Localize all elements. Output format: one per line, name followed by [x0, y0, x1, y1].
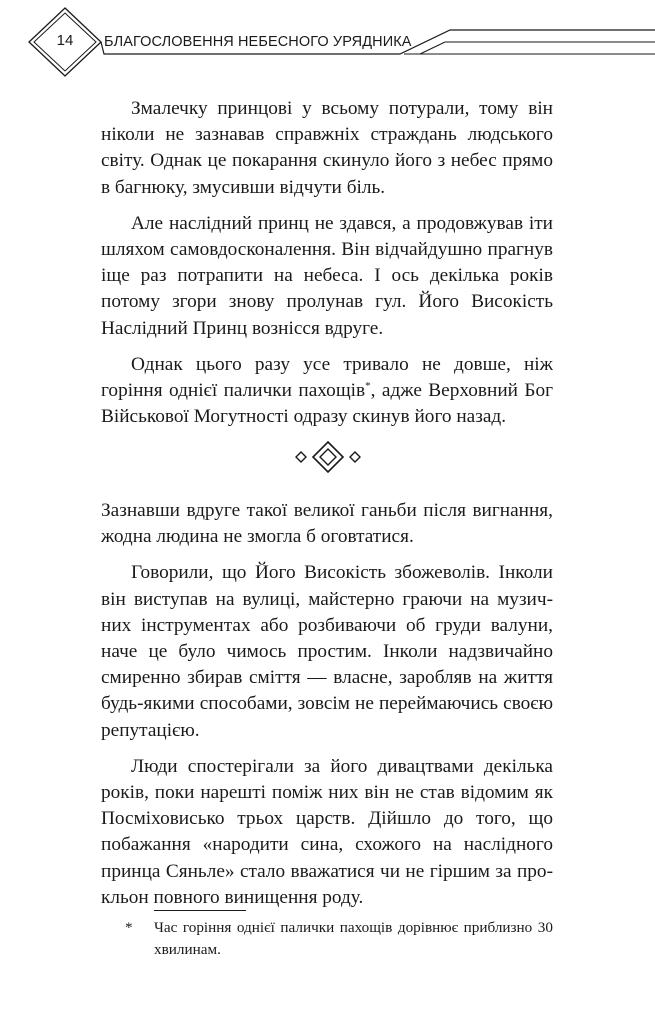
paragraph: Говорили, що Його Високість збожеволів. Інколи він виступав на вулиці, майстерно граючи на музичних інструментах або розбиваючи об груди валуни, наче це було чимось простим. Інколи надзвичайно смиренно збирав сміття — власне, заробляв на життя будь-якими способами, зовсім не переймаючись своєю репутацією. [101, 562, 553, 741]
diamond-ornament-icon [288, 440, 368, 474]
paragraph: Люди спостерігали за його дивацтвами декілька років, поки нарешті поміж них він не став відомим як Посміховисько трьох царств. Дійшло до того, що побажання «народити сина, схожого на наслідного принца Сяньле» стало вважатися чи не гіршим за прокльон повного винищення роду. [101, 755, 553, 908]
body-text-bottom [101, 498, 553, 911]
paragraph: Зазнавши вдруге такої великої ганьби після вигнання, жодна людина не змогла б оговтатися. [101, 500, 553, 548]
footnote-text: Час горіння однієї палички пахощів дорівнює приблизно 30 хвилинам. [154, 919, 553, 958]
paragraph-with-footnote [101, 352, 553, 431]
body-text-top [101, 96, 553, 430]
paragraph-part: Однак цього разу усе тривало не довше, ніж горіння однієї палички пахощів [101, 353, 553, 402]
running-header [0, 0, 655, 90]
paragraph: Але наслідний принц не здався, а продовжував іти шляхом самовдосконалення. Він відчайдушно прагнув іще раз потрапити на небеса. І ось декілька років потому згори знову пролунав гул. Його Високість Наслідний Принц вознісся вдруге. [101, 212, 553, 339]
footnote-reference[interactable]: * [365, 380, 371, 393]
paragraph-part: , адже Верховний Бог Військової Могутності одразу скинув його назад. [101, 380, 553, 428]
running-title: БЛАГОСЛОВЕННЯ НЕБЕСНОГО УРЯДНИКА [104, 34, 412, 50]
footnote [101, 917, 553, 961]
paragraph: Змалечку принцові у всьому потурали, тому він ніколи не зазнавав справжніх страждань людського світу. Однак це покарання скинуло його з небес прямо в багнюку, змусивши відчути біль. [101, 98, 553, 198]
footnote-mark: * [125, 919, 133, 936]
page-number: 14 [56, 32, 74, 49]
footnote-rule [154, 910, 246, 911]
